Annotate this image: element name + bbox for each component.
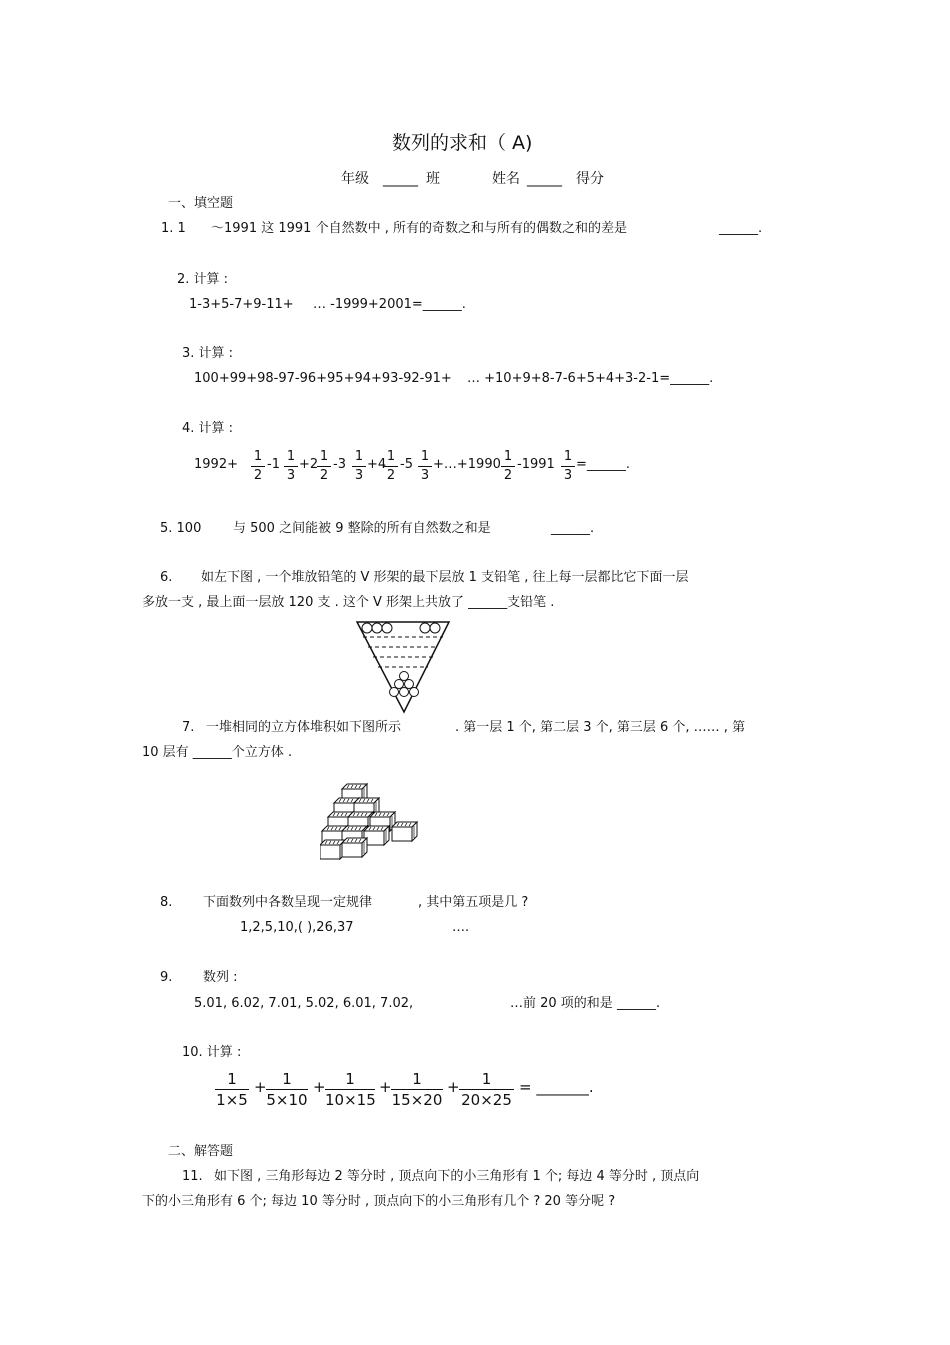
page-title: 数列的求和（ A) xyxy=(392,132,533,154)
q4-fraction: 1 3 xyxy=(415,449,435,484)
q7-line1a: 一堆相同的立方体堆积如下图所示 xyxy=(206,720,402,735)
q4-fraction: 1 3 xyxy=(349,449,369,484)
q11-line2: 下的小三角形有 6 个; 每边 10 等分时 , 顶点向下的小三角形有几个 ? 20 等分呢 ? xyxy=(142,1194,616,1209)
q7-number: 7. xyxy=(182,720,195,735)
q10-label: 10. 计算 : xyxy=(182,1045,242,1060)
q9-number: 9. xyxy=(160,970,173,985)
q4-fraction: 1 3 xyxy=(281,449,301,484)
q4-op: =______. xyxy=(576,457,631,472)
q10-fraction: 1 10×15 xyxy=(325,1070,376,1109)
q10-fraction: 1 5×10 xyxy=(266,1070,308,1109)
q10-plus: + xyxy=(254,1078,267,1096)
section-fill-heading: 一、填空题 xyxy=(168,196,234,211)
q6-line2: 多放一支 , 最上面一层放 120 支 . 这个 V 形架上共放了 ______支铅笔 . xyxy=(142,595,555,610)
q5-blank: ______. xyxy=(551,521,595,536)
q8-text-b: , 其中第五项是几 ? xyxy=(418,895,529,910)
q11-line1: 如下图 , 三角形每边 2 等分时 , 顶点向下的小三角形有 1 个; 每边 4 等分时 , 顶点向 xyxy=(214,1169,700,1184)
q7-line1b: . 第一层 1 个, 第二层 3 个, 第三层 6 个, …… , 第 xyxy=(455,720,746,735)
q9-label: 数列 : xyxy=(203,970,238,985)
q9-tail: …前 20 项的和是 ______. xyxy=(510,996,661,1011)
q4-fraction: 1 2 xyxy=(381,449,401,484)
q9-sequence: 5.01, 6.02, 7.01, 5.02, 6.01, 7.02, xyxy=(194,996,414,1011)
q4-fraction: 1 2 xyxy=(498,449,518,484)
q10-fraction: 1 20×25 xyxy=(459,1070,514,1109)
q8-text: 下面数列中各数呈现一定规律 xyxy=(203,895,373,910)
q1-text: ～1991 这 1991 个自然数中 , 所有的奇数之和与所有的偶数之和的差是 xyxy=(211,221,627,236)
q4-fraction: 1 2 xyxy=(314,449,334,484)
header-name-label: 姓名 xyxy=(492,171,520,187)
v-pencil-rack-figure xyxy=(355,620,453,715)
q4-fraction: 1 3 xyxy=(558,449,578,484)
q2-expr-a: 1-3+5-7+9-11+ xyxy=(189,297,294,312)
q1-number: 1. 1 xyxy=(161,221,186,236)
q3-label: 3. 计算 : xyxy=(182,346,234,361)
q7-line2: 10 层有 ______个立方体 . xyxy=(142,745,293,760)
q10-plus: + xyxy=(447,1078,460,1096)
cube-stack-figure xyxy=(320,782,420,862)
q4-op: +4 xyxy=(367,457,387,472)
q10-result: = _______. xyxy=(519,1078,594,1096)
section-answer-heading: 二、解答题 xyxy=(168,1144,234,1159)
q10-fraction: 1 1×5 xyxy=(216,1070,248,1109)
header-score-label: 得分 xyxy=(576,171,604,187)
q10-plus: + xyxy=(313,1078,326,1096)
q8-sequence: 1,2,5,10,( ),26,37 xyxy=(240,920,354,935)
q4-op: -5 xyxy=(400,457,413,472)
header-name-blank: _____ xyxy=(527,171,562,187)
q4-fraction: 1 2 xyxy=(248,449,268,484)
q4-label: 4. 计算 : xyxy=(182,421,234,436)
q8-number: 8. xyxy=(160,895,173,910)
header-grade-label: 年级 xyxy=(341,171,369,187)
q4-op: -3 xyxy=(333,457,346,472)
header-grade-blank: _____ xyxy=(383,171,418,187)
q3-expr-a: 100+99+98-97-96+95+94+93-92-91+ xyxy=(194,371,452,386)
q10-fraction: 1 15×20 xyxy=(391,1070,443,1109)
q1-blank: ______. xyxy=(719,221,763,236)
q5-number: 5. 100 xyxy=(160,521,202,536)
q4-op: -1991 xyxy=(517,457,555,472)
q8-dots: …. xyxy=(452,920,470,935)
q10-plus: + xyxy=(379,1078,392,1096)
q11-number: 11. xyxy=(182,1169,203,1184)
q6-line1: 如左下图 , 一个堆放铅笔的 V 形架的最下层放 1 支铅笔 , 往上每一层都比它下面一层 xyxy=(201,570,689,585)
q5-text: 与 500 之间能被 9 整除的所有自然数之和是 xyxy=(233,521,491,536)
q4-op: +…+1990 xyxy=(433,457,501,472)
q2-expr-b: … -1999+2001=______. xyxy=(313,297,466,312)
q4-lead: 1992+ xyxy=(194,457,238,472)
q3-expr-b: … +10+9+8-7-6+5+4+3-2-1=______. xyxy=(467,371,714,386)
q2-label: 2. 计算 : xyxy=(177,272,229,287)
q4-op: +2 xyxy=(299,457,319,472)
header-class-label: 班 xyxy=(426,171,440,187)
q4-op: -1 xyxy=(267,457,280,472)
q6-number: 6. xyxy=(160,570,173,585)
